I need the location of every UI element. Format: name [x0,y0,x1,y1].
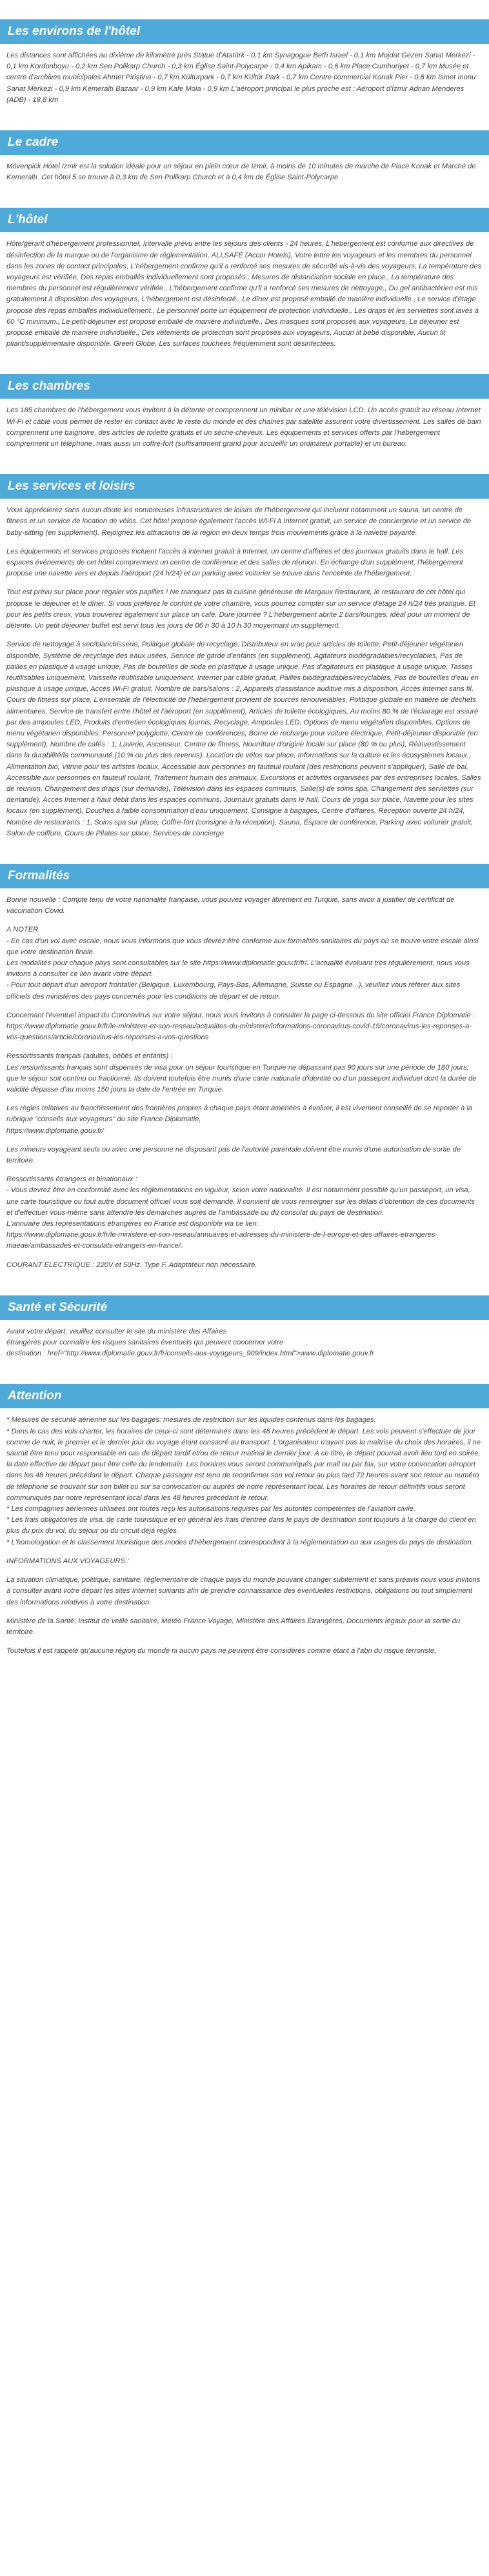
section-heading: Le cadre [0,130,489,155]
section-body [0,44,489,117]
section-paragraph: Les équipements et services proposés incluent l'accès à internet gratuit à Internet, un centre d'affaires et des journaux gratuits dans le hall. Les espaces événements de cet hôtel comprennent un centre de conférence et des salles de réunion. En échange d'un supplément, l'hébergement propose une navette vers et depuis l'aéroport (24 h/24) et un parking avec voiturier se trouve dans l'enceinte de l'hébergement. [6,547,464,578]
section-paragraph: * Mesures de sécurité aérienne sur les bagages: mesures de restriction sur les liquides contenus dans les bagages. * Dans le cas des vols charter, les horaires de ceux-ci sont déterminés dans les 48 heures précédent le départ. Les vols peuvent s'effectuer de jour comme de nuit, le premier et le dernier jour du voyage étant consacré au transport. L'organisateur n'ayant pas la maîtrise du choix des horaires, il ne saurait être tenu pour responsable en cas de départ tardif et/ou de retour matinal le dernier jour. À ce titre, le départ pourrait avoir lieu tard en soirée, la date effective de départ peut être celle du lendemain. Les horaires vous seront communiqués par mail ou par fax, sur votre convocation aéroport dans les 48 heures précédant le départ. Chaque passager est tenu de reconfirmer son vol retour au plus tard 72 heures avant son retour au numéro de téléphone se trouvant sur son billet ou sur sa convocation ou auprès de notre représentant local. Les horaires de retour définitifs vous seront communiqués par notre représentant local dans les 48 heures précédant le retour. * Les compagnies aériennes utilisées ont toutes reçu les autorisations requises par les autorités compétentes de l'aviation civile. * Les frais obligatoires de visa, de carte touristique et en général les frais d'entrée dans le pays de destination sont toujours à la charge du client en plus du prix du vol, du séjour ou du circuit déjà réglés. * L'homologation et le classement touristique des modes d'hébergement correspondent à la réglementation ou aux usages du pays de destination. [6,1416,481,1546]
section-body [0,399,489,461]
section-spacer [0,195,489,208]
section-paragraph: Les distances sont affichées au dixième de kilomètre près Statue d'Atatürk - 0,1 km Synagogue Beth Israel - 0,1 km Mojdat Gezen Sanat Merkezi - 0,1 km Kordonboyu - 0,2 km Sen Polikarp Church - 0,3 km Église Saint-Polycarpe - 0,4 km Apikam - 0,6 km Place Cumhuriyet - 0,7 km Musée et centre d'archives municipales Ahmet Piriştina - 0,7 km Kültürpark - 0,7 km Kültür Park - 0,7 km Centre commercial Konak Pier - 0,8 km İsmet İnonu Sanat Merkezi - 0,9 km Kemeraltı Bazaar - 0,9 km Kafe Mola - 0,9 km L'aéroport principal le plus proche est : Aéroport d'Izmir Adnan Menderes (ADB) - 18,8 km [6,52,476,104]
section-paragraph: Toutefois il est rappelé qu'aucune région du monde ni aucun pays ne peuvent être considérés comme étant à l'abri du risque terroriste. [6,1647,437,1655]
section-paragraph: Vous apprécierez sans aucun doute les nombreuses infrastructures de loisirs de l'hébergement qui incluent notamment un sauna, un centre de fitness et un service de location de vélos. Cet hôtel propose également l'accès Wi-Fi à Internet gratuit, un service de conciergerie et un service de baby-sitting (en supplément). Rejoignez les attractions de la région en deux temps trois mouvements grâce à la navette payante. [6,506,472,537]
page [0,19,489,1668]
section-sante-et-securite [0,1295,489,1372]
section-heading: Les environs de l'hôtel [0,19,489,44]
section-les-chambres [0,374,489,461]
section-paragraph: INFORMATIONS AUX VOYAGEURS : [6,1557,130,1565]
section-spacer [0,1283,489,1295]
section-paragraph: A NOTER - En cas d'un vol avec escale, nous vous informons que vous devrez être conforme aux formalités sanitaires du pays où se trouve votre escale ainsi que votre destination finale. Les modalités pour chaque pays sont consultables sur le site https://www.diplomatie.gouv.fr/fr/. L'actualité évoluant très régulièrement, nous vous invitons à consulter ce lien avant votre départ. - Pour tout départ d'un aéroport frontalier (Belgique, Luxembourg, Pays-Bas, Allemagne, Suisse ou Espagne...), veuillez vous référer aux sites officiels des ministères des pays concernés pour les conditions de départ et de retour. [6,926,479,1001]
section-body [0,1320,489,1372]
section-heading: Les services et loisirs [0,474,489,499]
section-heading: Attention [0,1384,489,1408]
section-paragraph: COURANT ELECTRIQUE : 220V et 50Hz. Type F. Adaptateur non nécessaire. [6,1261,257,1269]
section-paragraph: La situation climatique, politique, sanitaire, réglementaire de chaque pays du monde pouvant changer subitement et sans préavis nous vous invitons à consulter avant votre départ les sites Internet suivants afin de prendre connaissance des éventuelles restrictions, obligations ou tout simplement des informations relatives à votre destination. [6,1576,481,1606]
section-paragraph: Avant votre départ, veuillez consulter le site du ministère des Affaires étrangères pour connaître les risques sanitaires éventuels qui peuvent concerner votre destination : href="http://www.diplomatie.gouv.fr/fr/conseils-aux-voyageurs_909/index.html">www.diplomatie.gouv.fr [6,1327,374,1358]
section-paragraph: Concernant l'éventuel impact du Coronavirus sur votre séjour, nous vous invitons à consulter la page ci-dessous du site officiel France Diplomatie : https://www.diplomatie.gouv.fr/fr/le-ministere-et-son-reseau/actualites-du-ministere/informations-coronavirus-covid-19/coronavirus-les-reponses-a-vos-questions/article/coronavirus-les-reponses-a-vos-questions [6,1011,475,1042]
section-body [0,499,489,851]
section-le-cadre [0,130,489,195]
section-body [0,155,489,195]
section-heading: L'hôtel [0,208,489,232]
section-paragraph: Ressortissants étrangers et binationaux : - Vous devrez être en conformité avec les réglementations en vigueur, selon votre nationalité. Il est notamment possible qu'un passeport, un visa, une carte touristique ou tout autre document officiel vous soit demandé. Il convient de vous renseigner sur les délais d'obtention de ces documents et d'effectuer vous-même sans attendre les démarches auprès de l'ambassade ou du consulat du pays de destination. L'annuaire des représentations étrangères en France est disponible via ce lien: https://www.diplomatie.gouv.fr/fr/le-ministere-et-son-reseau/annuaires-et-adresses-du-ministere-de-l-europe-et-des-affaires-etrangeres-maeae/ambassades-et-consulats-etrangers-en-france/. [6,1175,475,1250]
section-body [0,888,489,1283]
section-paragraph: Les mineurs voyageant seuls ou avec une personne ne disposant pas de l'autorité parentale doivent être munis d'une autorisation de sortie de territoire. [6,1145,461,1165]
section-paragraph: Les règles relatives au franchissement des frontières propres à chaque pays étant amenées à évoluer, il est vivement conseillé de se reporter à la rubrique "conseils aux voyageurs" du site France Diplomatie, https://www.diplomatie.gouv.fr/ [6,1104,472,1135]
section-paragraph: Ressortissants français (adultes, bébés et enfants) : Les ressortissants français sont dispensés de visa pour un séjour touristique en Turquie ne dépassant pas 90 jours sur une période de 180 jours, que le séjour soit continu ou fractionné. Ils doivent toutefois être munis d'une carte nationale d'identité ou d'un passeport individuel dont la durée de validité dépasse d'au moins 150 jours la date de l'entrée en Turquie. [6,1052,477,1093]
section-paragraph: Mövenpick Hotel Izmir est la solution idéale pour un séjour en plein cœur de Izmir, à moins de 10 minutes de marche de Place Konak et Marché de Kemeraltı. Cet hôtel 5 se trouve à 0,3 km de Sen Polikarp Church et à 0,4 km de Église Saint-Polycarpe. [6,163,476,182]
section-formalites [0,864,489,1283]
section-heading: Les chambres [0,374,489,399]
section-attention [0,1384,489,1668]
section-paragraph: Tout est prévu sur place pour régaler vos papilles ! Ne manquez pas la cuisine généreuse de Margaux Restaurant, le restaurant de cet hôtel qui propose le déjeuner et le dîner. Si vous préférez le confort de votre chambre, vous pourrez compter sur un service d'étage 24 h/24 très pratique. Et pour les petits creux, vous trouverez également sur place un café. Dure journée ? L'hébergement abrite 2 bars/lounges, idéal pour un moment de détente. Un petit déjeuner buffet est servi tous les jours de 06 h 30 à 10 h 30 moyennant un supplément. [6,588,475,630]
section-spacer [0,117,489,130]
section-spacer [0,851,489,864]
section-heading: Santé et Sécurité [0,1295,489,1320]
section-l-hotel [0,208,489,361]
section-spacer [0,1371,489,1384]
section-les-services-et-loisirs [0,474,489,851]
section-paragraph: Ministère de la Santé, Institut de veille sanitaire, Météo France Voyage, Ministère des Affaires Étrangères, Documents légaux pour la sortie du territoire. [6,1617,461,1636]
section-paragraph: Bonne nouvelle : Compte tenu de votre nationalité française, vous pouvez voyager librement en Turquie, sans avoir à justifier de certificat de vaccination Covid. [6,895,455,915]
section-spacer [0,461,489,474]
section-paragraph: Hôte/gérant d'hébergement professionnel, Intervalle prévu entre les séjours des clients - 24 heures, L'hébergement est conforme aux directives de désinfection de la marque ou de l'organisme de réglementation, ALLSAFE (Accor Hotels), Votre lettre les voyageurs et les membres du personnel dans les zones de contact principales, L'hébergement confirme qu'il a renforcé ses mesures de sécurité vis-à-vis des voyageurs, La température des voyageurs est vérifiée, Des repas emballés individuellement sont proposés., Mesures de distanciation sociale en place., La température des membres du personnel est régulièrement vérifiée., L'hébergement confirme qu'il a renforcé ses mesures de nettoyage., Du gel antibactérien est mis gratuitement à disposition des voyageurs, L'hébergement est désinfecté., Le dîner est proposé emballé de manière individuelle., Le service d'étage propose des repas emballés individuellement., Le personnel porte un équipement de protection individuelle., Les draps et les serviettes sont lavés à 60 °C minimum., Le petit-déjeuner est proposé emballé de manière individuelle., Des masques sont proposés aux voyageurs, Le déjeuner est proposé emballé de manière individuelle., Des vêtements de protection sont proposés aux voyageurs, Aucun lit bébé disponible, Aucun lit pliant/supplémentaire disponible, Green Globe, Les surfaces touchées fréquemment sont désinfectées. [6,240,482,348]
section-paragraph: Service de nettoyage à sec/blanchisserie, Politique globale de recyclage, Distributeur en vrac pour articles de toilette, Petit-déjeuner végétarien disponible, Système de recyclage des eaux usées, Service de garde d'enfants (en supplément), Agitateurs biodégradables/recyclables, Pas de pailles en plastique à usage unique, Pas de bouteilles de soda en plastique à usage unique, Pas d'agitateurs en plastique à usage unique, Tasses réutilisables uniquement, Vaisselle réutilisable uniquement, Internet par câble gratuit, Pailles biodégradables/recyclables, Pas de bouteilles d'eau en plastique à usage unique, Accès Wi-Fi gratuit, Nombre de bars/salons : 2, Appareils d'assistance auditive mis à disposition, Accès Internet sans fil, Cours de fitness sur place, L'ensemble de l'électricité de l'hébergement provient de sources renouvelables, Politique globale en matière de déchets alimentaires, Service de transfert entre l'hôtel et l'aéroport (en supplément), Articles de toilette écologiques, Au moins 80 % de l'éclairage est assuré par des ampoules LED, Produits d'entretien écologiques fournis, Recyclage, Ampoules LED, Options de menu végétalien disponibles, Options de menu végétarien disponibles, Personnel polyglotte, Centre de conférences, Borne de recharge pour voiture électrique, Petit-déjeuner disponible (en supplément), Nombre de cafés : 1, Laverie, Ascenseur, Centre de fitness, Nourriture d'origine locale sur place (80 % ou plus), Réinvestissement dans la durabilité/la communauté (10 % ou plus des revenus), Location de vélos sur place, Informations sur la culture et les écosystèmes locaux., Alimentation bio, Vitrine pour les artistes locaux, Accessible aux personnes en fauteuil roulant (des restrictions peuvent s'appliquer), Salle de bal, Accessible aux personnes en fauteuil roulant, Traitement humain des animaux, Excursions et activités organisées par des entreprises locales, Salles de réunion, Changement des draps (sur demande), Télévision dans les espaces communs, Salle(s) de soins spa, Changement des serviettes (sur demande), Accès Internet à haut débit dans les espaces communs, Journaux gratuits dans le hall, Cours de yoga sur place, Navette pour les sites locaux (en supplément), Douches à faible consommation d'eau uniquement, Consigne à bagages, Centre d'affaires, Réception ouverte 24 h/24, Nombre de restaurants : 1, Soins spa sur place, Coffre-fort (consigne à la réception), Sauna, Espace de conférence, Parking avec voiturier gratuit, Salon de coiffure, Cours de Pilates sur place, Services de concierge [6,641,481,837]
section-spacer [0,361,489,374]
section-body [0,232,489,361]
section-paragraph: Les 185 chambres de l'hébergement vous invitent à la détente et comprennent un minibar et une télévision LCD. Un accès gratuit au réseau Internet Wi-Fi et câblé vous permet de rester en contact avec le reste du monde et des chaînes par satellite assurent votre divertissement. Les salles de bain comprennent une baignoire, des articles de toilette gratuits et un sèche-cheveux. Les équipements et services offerts par l'hébergement comprennent un téléphone, mais aussi un coffre-fort (suffisamment grand pour accueillir un ordinateur portable) et un bureau. [6,406,481,448]
section-heading: Formalités [0,864,489,888]
section-body [0,1408,489,1668]
section-les-environs-de-l-hotel [0,19,489,117]
